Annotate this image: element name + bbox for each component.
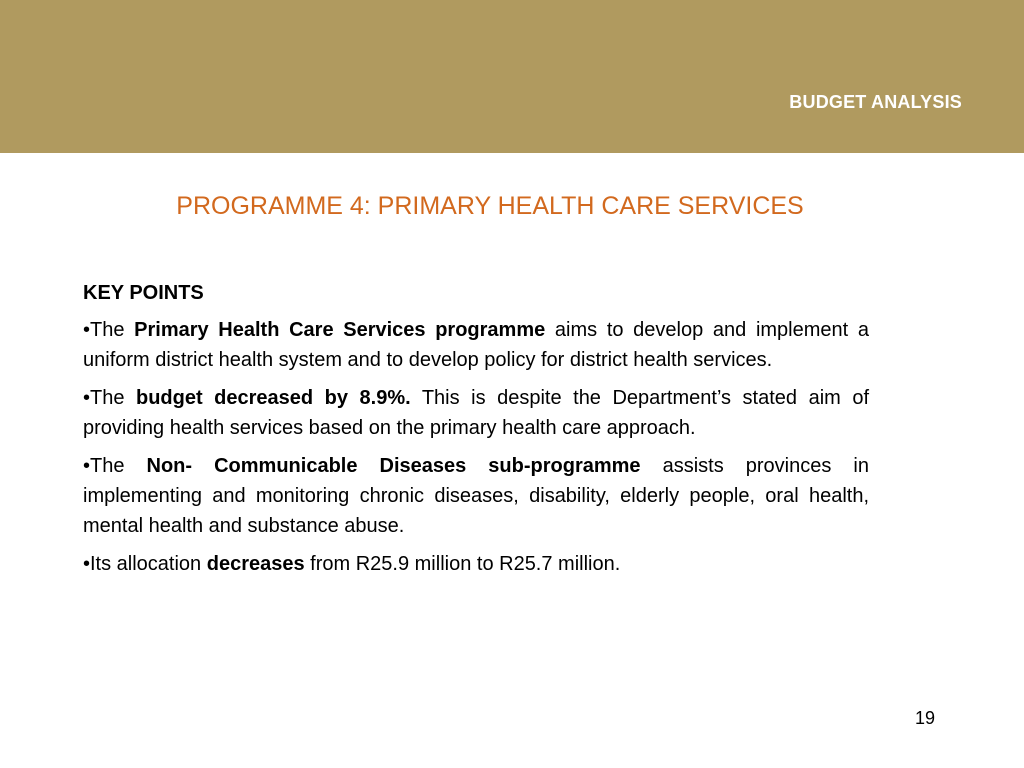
bullet-text: from R25.9 million to R25.7 million. bbox=[304, 553, 621, 575]
bullet-prefix: •The bbox=[83, 387, 136, 409]
bullet-bold-text: Primary Health Care Services programme bbox=[134, 319, 546, 341]
bullet-bold-text: Non- Communicable Diseases sub-programme bbox=[146, 455, 641, 477]
page-number: 19 bbox=[914, 708, 935, 728]
bullet-text: This is despite the Department’s stated aim of providing health services based on the primary health care approach. bbox=[83, 387, 869, 439]
bullet-text: aims to develop and implement a uniform district health system and to develop policy for district health services. bbox=[83, 319, 869, 371]
header-label: BUDGET ANALYSIS bbox=[789, 92, 962, 112]
bullet-bold-text: budget decreased by 8.9%. bbox=[136, 387, 411, 409]
bullet-prefix: •The bbox=[83, 455, 147, 477]
key-points-heading: KEY POINTS bbox=[83, 282, 204, 304]
header-bar bbox=[0, 0, 1024, 153]
bullet-prefix: •Its allocation bbox=[83, 553, 207, 575]
bullet-item bbox=[83, 549, 869, 579]
bullet-text: assists provinces in implementing and monitoring chronic diseases, disability, elderly people, oral health, mental health and substance abuse. bbox=[83, 455, 869, 537]
bullet-item bbox=[83, 383, 869, 443]
bullet-item bbox=[83, 315, 869, 375]
bullet-prefix: •The bbox=[83, 319, 135, 341]
bullet-item bbox=[83, 451, 869, 541]
slide-title: PROGRAMME 4: PRIMARY HEALTH CARE SERVICES bbox=[176, 192, 804, 220]
slide-content bbox=[83, 278, 869, 587]
bullet-bold-text: decreases bbox=[206, 553, 305, 575]
